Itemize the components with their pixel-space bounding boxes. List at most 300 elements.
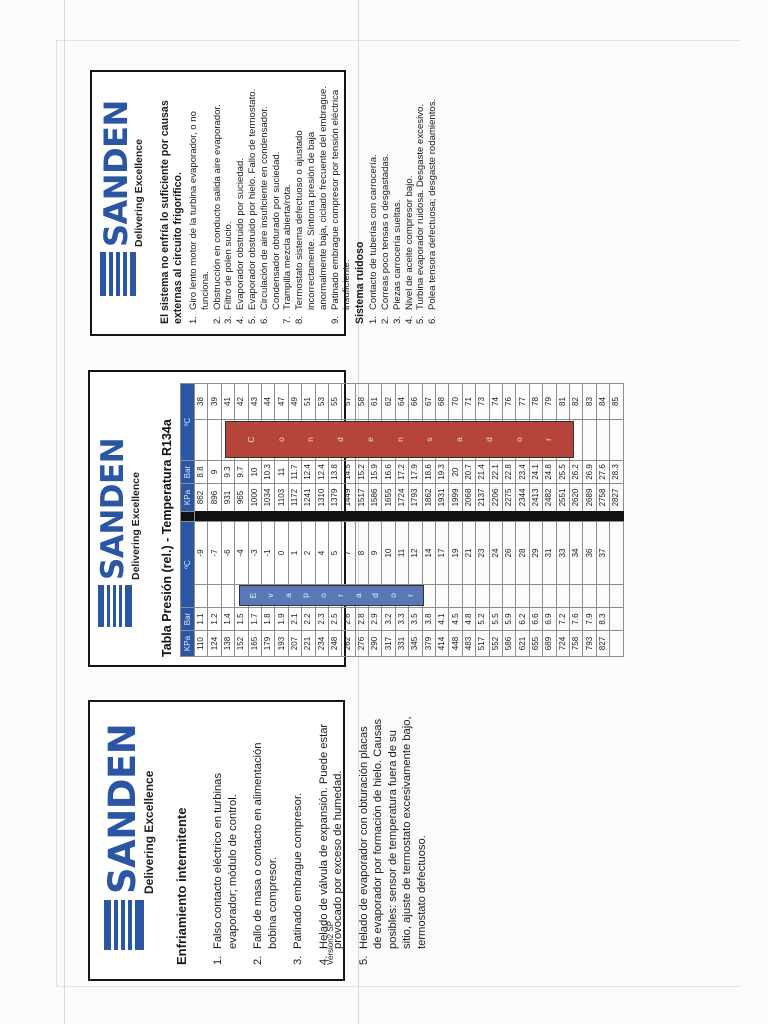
evaporador-letter: a (352, 593, 363, 598)
cell-celsius: 4 (315, 522, 328, 585)
cell-celsius: 29 (529, 522, 542, 585)
cell-celsius: 26 (502, 522, 515, 585)
cell-band-area (208, 420, 221, 461)
cell-kpa: 345 (409, 631, 422, 657)
cell-bar: 10.3 (261, 461, 274, 484)
cell-bar: 17.9 (409, 461, 422, 484)
header-bar-right: Bar (181, 461, 195, 484)
condensador-letter: o (513, 437, 524, 442)
cell-celsius: -7 (208, 522, 221, 585)
cell-celsius: 58 (355, 384, 368, 420)
cell-bar: 11 (275, 461, 288, 484)
cell-kpa: 138 (221, 631, 234, 657)
cell-bar: 20 (449, 461, 462, 484)
cell-kpa: 2482 (543, 484, 556, 512)
condensador-letter: a (454, 437, 464, 442)
cell-band-area (543, 585, 556, 608)
cell-kpa: 2137 (476, 484, 489, 512)
cause-list (188, 80, 353, 324)
brand-tagline: Delivering Excellence (130, 472, 142, 580)
list-item: 5. Evaporador obstruido por hielo. Fallo de termostato. (246, 88, 258, 324)
cell-celsius: 39 (208, 384, 221, 420)
cell-celsius: 81 (556, 384, 569, 420)
header-celsius-right: ºC (181, 384, 195, 461)
cell-bar: 26.2 (569, 461, 582, 484)
cell-bar: 1.9 (275, 608, 288, 631)
cell-kpa: 207 (288, 631, 301, 657)
cell-bar: 9 (208, 461, 221, 484)
cell-kpa: 2551 (556, 484, 569, 512)
table-separator (502, 512, 515, 522)
cell-celsius: 42 (235, 384, 248, 420)
noise-cause-list (368, 80, 439, 324)
list-item: 7. Trampilla mezcla abierta/rota. (282, 183, 294, 324)
cell-celsius: 9 (369, 522, 382, 585)
list-item: 9. Patinado embrague compresor por tensión eléctrica insuficiente. (329, 89, 353, 324)
cell-celsius: 17 (436, 522, 449, 585)
condensador-letter: e (364, 437, 375, 442)
list-item: 4. Evaporador obstruido por suciedad. (235, 158, 247, 324)
cell-band-area (462, 585, 475, 608)
cell-kpa: 331 (395, 631, 408, 657)
table-separator (355, 512, 368, 522)
cell-celsius: 76 (502, 384, 515, 420)
cell-bar: 17.2 (395, 461, 408, 484)
table-row (596, 384, 609, 657)
cell-bar: 15.2 (355, 461, 368, 484)
cell-bar: 11.7 (288, 461, 301, 484)
cell-kpa: 1103 (275, 484, 288, 512)
cell-bar: 15.9 (369, 461, 382, 484)
header-kpa-left: KPa (181, 631, 195, 657)
cell-bar: 5.2 (476, 608, 489, 631)
cell-kpa: 448 (449, 631, 462, 657)
cell-celsius: 71 (462, 384, 475, 420)
cell-kpa: 2620 (569, 484, 582, 512)
cell-kpa: 724 (556, 631, 569, 657)
table-separator (583, 512, 596, 522)
cell-celsius: 64 (395, 384, 408, 420)
cell-bar: 1.4 (221, 608, 234, 631)
cell-bar: 1.7 (248, 608, 261, 631)
cell-bar: 24.8 (543, 461, 556, 484)
cell-celsius: 11 (395, 522, 408, 585)
cell-celsius: 82 (569, 384, 582, 420)
cell-band-area (489, 585, 502, 608)
cell-kpa: 290 (369, 631, 382, 657)
sanden-logo (101, 714, 156, 950)
cell-band-area (422, 585, 435, 608)
cell-bar: 23.4 (516, 461, 529, 484)
cell-kpa: 1034 (261, 484, 274, 512)
cell-empty (610, 522, 623, 585)
cell-bar: 6.9 (543, 608, 556, 631)
cell-kpa: 1724 (395, 484, 408, 512)
fold-line-left (64, 0, 65, 1024)
cell-bar: 2.3 (315, 608, 328, 631)
cell-celsius: 78 (529, 384, 542, 420)
cell-band-area (569, 585, 582, 608)
cell-kpa: 262 (342, 631, 355, 657)
cell-kpa: 862 (195, 484, 208, 512)
cell-bar: 21.4 (476, 461, 489, 484)
cell-celsius: 8 (355, 522, 368, 585)
cell-celsius: 47 (275, 384, 288, 420)
cell-bar: 13.8 (328, 461, 341, 484)
cell-kpa: 179 (261, 631, 274, 657)
cell-bar: 2.1 (288, 608, 301, 631)
cell-kpa: 896 (208, 484, 221, 512)
cell-band-area (436, 585, 449, 608)
condensador-letter: s (424, 437, 435, 442)
cell-kpa: 234 (315, 631, 328, 657)
cell-bar: 3.8 (422, 608, 435, 631)
cell-celsius: -1 (261, 522, 274, 585)
evaporador-letter: r (335, 594, 346, 597)
cell-bar: 3.5 (409, 608, 422, 631)
right-panel-content (92, 72, 439, 334)
cell-empty (610, 585, 623, 608)
table-separator (489, 512, 502, 522)
cell-celsius: 68 (436, 384, 449, 420)
sanden-logo-icon (98, 585, 132, 627)
cell-kpa: 621 (516, 631, 529, 657)
evaporador-letter: r (405, 594, 416, 597)
cell-kpa: 221 (302, 631, 315, 657)
cell-bar: 4.5 (449, 608, 462, 631)
cell-band-area (195, 585, 208, 608)
cell-celsius: 7 (342, 522, 355, 585)
evaporador-band (239, 585, 424, 606)
table-separator (221, 512, 234, 522)
cell-band-area (529, 585, 542, 608)
cell-bar: 2.6 (342, 608, 355, 631)
condensador-letter: d (335, 437, 345, 442)
cell-kpa: 2758 (596, 484, 609, 512)
evaporador-letter: p (300, 593, 311, 598)
cell-bar: 18.6 (422, 461, 435, 484)
section-heading: Enfriamiento intermitente (174, 807, 189, 965)
list-item: 5. Turbina evaporador ruidosa. Desgaste excesivo. (415, 103, 427, 324)
cell-celsius: 44 (261, 384, 274, 420)
cell-band-area (596, 420, 609, 461)
cell-bar: 22.1 (489, 461, 502, 484)
cell-celsius: 14 (422, 522, 435, 585)
cell-celsius: 1 (288, 522, 301, 585)
cell-bar: 14.5 (342, 461, 355, 484)
left-panel (88, 700, 428, 981)
cell-kpa: 1517 (355, 484, 368, 512)
list-item: 4. Helado de válvula de expansión. Puede estar provocado por exceso de humedad. (317, 723, 344, 965)
cell-bar: 25.5 (556, 461, 569, 484)
cell-celsius: 53 (315, 384, 328, 420)
list-item: 2. Fallo de masa o contacto en alimentación bobina compresor. (252, 742, 279, 965)
table-separator (181, 512, 195, 522)
cell-celsius: -3 (248, 522, 261, 585)
table-separator (556, 512, 569, 522)
cell-bar: 7.2 (556, 608, 569, 631)
table-separator (315, 512, 328, 522)
cell-band-area (449, 585, 462, 608)
cell-celsius: 37 (596, 522, 609, 585)
cell-band-area (195, 420, 208, 461)
list-item: 6. Polea tensora defectuosa; desgaste rodamientos. (427, 98, 439, 324)
cell-kpa: 483 (462, 631, 475, 657)
list-item: 4. Nivel de aceite compresor bajo. (403, 175, 415, 324)
left-panel-content (90, 702, 428, 979)
cell-celsius: 31 (543, 522, 556, 585)
cell-band-area (596, 585, 609, 608)
cell-kpa: 2068 (462, 484, 475, 512)
list-item: 8. Termostato sistema defectuoso o ajustado incorrectamente. Síntoma presión de baja anormalmente baja, ciclado frecuente del embrague. (294, 86, 329, 324)
cell-kpa: 655 (529, 631, 542, 657)
cell-kpa: 552 (489, 631, 502, 657)
cell-celsius: 79 (543, 384, 556, 420)
cell-celsius: 19 (449, 522, 462, 585)
cell-celsius: 12 (409, 522, 422, 585)
table-separator (449, 512, 462, 522)
cell-celsius: 84 (596, 384, 609, 420)
cell-kpa: 124 (208, 631, 221, 657)
version-label: Version2 SP (326, 920, 335, 965)
cell-celsius: 0 (275, 522, 288, 585)
table-title: Tabla Presión (rel.) - Temperatura R134a (160, 419, 174, 657)
list-item: 1. Falso contacto eléctrico en turbinas evaporador; módulo de control. (212, 773, 239, 965)
cell-bar: 2.9 (369, 608, 382, 631)
cell-bar: 19.3 (436, 461, 449, 484)
cell-kpa: 276 (355, 631, 368, 657)
cell-kpa: 1862 (422, 484, 435, 512)
cell-bar: 8.3 (596, 608, 609, 631)
condensador-band (225, 421, 574, 458)
cell-celsius: 36 (583, 522, 596, 585)
cell-kpa: 1999 (449, 484, 462, 512)
cell-celsius: 85 (610, 384, 623, 420)
cell-bar: 28.3 (610, 461, 623, 484)
cell-kpa: 193 (275, 631, 288, 657)
condensador-letter: o (275, 437, 286, 442)
cell-kpa: 248 (328, 631, 341, 657)
cell-kpa: 1586 (369, 484, 382, 512)
sanden-logo (97, 80, 145, 296)
evaporador-letter: v (265, 593, 276, 598)
cell-bar: 7.9 (583, 608, 596, 631)
table-separator (543, 512, 556, 522)
cell-celsius: 28 (516, 522, 529, 585)
cell-kpa: 165 (248, 631, 261, 657)
cell-celsius: 10 (382, 522, 395, 585)
cell-kpa: 758 (569, 631, 582, 657)
condensador-letter: C (245, 436, 256, 443)
cell-celsius: 5 (328, 522, 341, 585)
cell-celsius: 57 (342, 384, 355, 420)
cell-celsius: 73 (476, 384, 489, 420)
cell-bar: 1.1 (195, 608, 208, 631)
cause-list (211, 714, 429, 965)
cell-celsius: 74 (489, 384, 502, 420)
list-item: 2. Obstrucción en conducto salida aire evaporador. (211, 104, 223, 324)
cell-kpa: 1000 (248, 484, 261, 512)
sanden-logo-icon (104, 900, 144, 950)
cell-bar: 2.8 (355, 608, 368, 631)
cell-celsius: 41 (221, 384, 234, 420)
cell-bar: 8.8 (195, 461, 208, 484)
cell-kpa: 2275 (502, 484, 515, 512)
cell-bar: 2.2 (302, 608, 315, 631)
cell-bar: 2.5 (328, 608, 341, 631)
brand-name: SANDEN (101, 723, 144, 894)
cell-celsius: 24 (489, 522, 502, 585)
list-item: 3. Patinado embrague compresor. (292, 792, 304, 965)
cell-celsius: 55 (328, 384, 341, 420)
cell-band-area (556, 585, 569, 608)
evaporador-letter: o (387, 593, 398, 598)
cell-bar: 1.8 (261, 608, 274, 631)
cell-kpa: 1793 (409, 484, 422, 512)
middle-panel (88, 370, 621, 667)
table-separator (275, 512, 288, 522)
cell-kpa: 152 (235, 631, 248, 657)
table-separator (569, 512, 582, 522)
table-separator (422, 512, 435, 522)
brand-name: SANDEN (97, 100, 135, 247)
cell-bar: 12.4 (302, 461, 315, 484)
brand-tagline: Delivering Excellence (142, 770, 156, 894)
table-separator (382, 512, 395, 522)
paper-edge-bottom (55, 986, 740, 987)
cell-celsius: 49 (288, 384, 301, 420)
cell-kpa: 2206 (489, 484, 502, 512)
cell-bar: 20.7 (462, 461, 475, 484)
cell-bar: 6.6 (529, 608, 542, 631)
table-separator (395, 512, 408, 522)
list-item: 3. Piezas carrocería sueltas. (391, 199, 403, 324)
list-item: 3. Filtro de polen sucio. (223, 221, 235, 324)
right-panel (90, 70, 439, 336)
cell-band-area (583, 420, 596, 461)
evaporador-letter: a (282, 593, 293, 598)
paper-edge-top (55, 40, 740, 41)
table-separator (529, 512, 542, 522)
cell-bar: 24.1 (529, 461, 542, 484)
table-row (208, 384, 221, 657)
cell-celsius: 2 (302, 522, 315, 585)
table-separator (610, 512, 623, 522)
cell-kpa: 1172 (288, 484, 301, 512)
cell-kpa: 2413 (529, 484, 542, 512)
cell-bar: 4.8 (462, 608, 475, 631)
table-separator (235, 512, 248, 522)
middle-panel-content (90, 372, 621, 665)
section-heading: El sistema no enfría lo suficiente por causas externas al circuito frigorífico. (159, 100, 184, 324)
cell-bar: 6.2 (516, 608, 529, 631)
cell-kpa: 1310 (315, 484, 328, 512)
cell-celsius: -9 (195, 522, 208, 585)
cell-empty (610, 631, 623, 657)
table-separator (261, 512, 274, 522)
condensador-letter: r (543, 438, 554, 441)
cell-bar: 5.5 (489, 608, 502, 631)
cell-celsius: 33 (556, 522, 569, 585)
list-item: 2. Correas poco tensas o desgastadas. (379, 153, 391, 324)
cell-kpa: 827 (596, 631, 609, 657)
cell-bar: 5.9 (502, 608, 515, 631)
condensador-letter: n (305, 437, 316, 442)
cell-celsius: 62 (382, 384, 395, 420)
cell-band-area (502, 585, 515, 608)
cell-band-area (610, 420, 623, 461)
cell-kpa: 2827 (610, 484, 623, 512)
cell-bar: 1.5 (235, 608, 248, 631)
evaporador-letter: o (317, 593, 328, 598)
header-celsius-left: ºC (181, 522, 195, 608)
cell-bar: 7.6 (569, 608, 582, 631)
cell-bar: 3.3 (395, 608, 408, 631)
table-separator (302, 512, 315, 522)
cell-celsius: -4 (235, 522, 248, 585)
cell-kpa: 1379 (328, 484, 341, 512)
cell-celsius: 67 (422, 384, 435, 420)
table-separator (436, 512, 449, 522)
condensador-letter: n (394, 437, 405, 442)
brand-name: SANDEN (95, 437, 131, 580)
cell-kpa: 965 (235, 484, 248, 512)
cell-celsius: 70 (449, 384, 462, 420)
cell-bar: 12.4 (315, 461, 328, 484)
section-heading-noise: Sistema ruidoso (354, 241, 367, 324)
cell-celsius: 43 (248, 384, 261, 420)
cell-celsius: 66 (409, 384, 422, 420)
cell-kpa: 2344 (516, 484, 529, 512)
cell-kpa: 1449 (342, 484, 355, 512)
table-row (583, 384, 596, 657)
table-header-row (181, 384, 195, 657)
table-separator (596, 512, 609, 522)
table-separator (328, 512, 341, 522)
cell-band-area (516, 585, 529, 608)
table-separator (369, 512, 382, 522)
cell-celsius: 21 (462, 522, 475, 585)
cell-celsius: 61 (369, 384, 382, 420)
cell-kpa: 1241 (302, 484, 315, 512)
cell-kpa: 689 (543, 631, 556, 657)
cell-empty (610, 608, 623, 631)
header-bar-left: Bar (181, 608, 195, 631)
sanden-logo-icon (100, 252, 136, 296)
cell-celsius: 77 (516, 384, 529, 420)
cell-bar: 16.6 (382, 461, 395, 484)
table-row (610, 384, 623, 657)
cell-bar: 9.3 (221, 461, 234, 484)
pressure-table-wrap (180, 378, 624, 657)
cell-kpa: 110 (195, 631, 208, 657)
cell-celsius: 83 (583, 384, 596, 420)
cell-band-area (583, 585, 596, 608)
cell-kpa: 2689 (583, 484, 596, 512)
header-kpa-right: KPa (181, 484, 195, 512)
cell-kpa: 517 (476, 631, 489, 657)
cell-bar: 26.9 (583, 461, 596, 484)
brand-tagline: Delivering Excellence (133, 139, 145, 247)
cell-celsius: 51 (302, 384, 315, 420)
cell-bar: 22.8 (502, 461, 515, 484)
table-separator (462, 512, 475, 522)
cell-band-area (476, 585, 489, 608)
sanden-logo (95, 378, 142, 627)
cell-bar: 1.2 (208, 608, 221, 631)
table-separator (195, 512, 208, 522)
cell-band-area (221, 585, 234, 608)
